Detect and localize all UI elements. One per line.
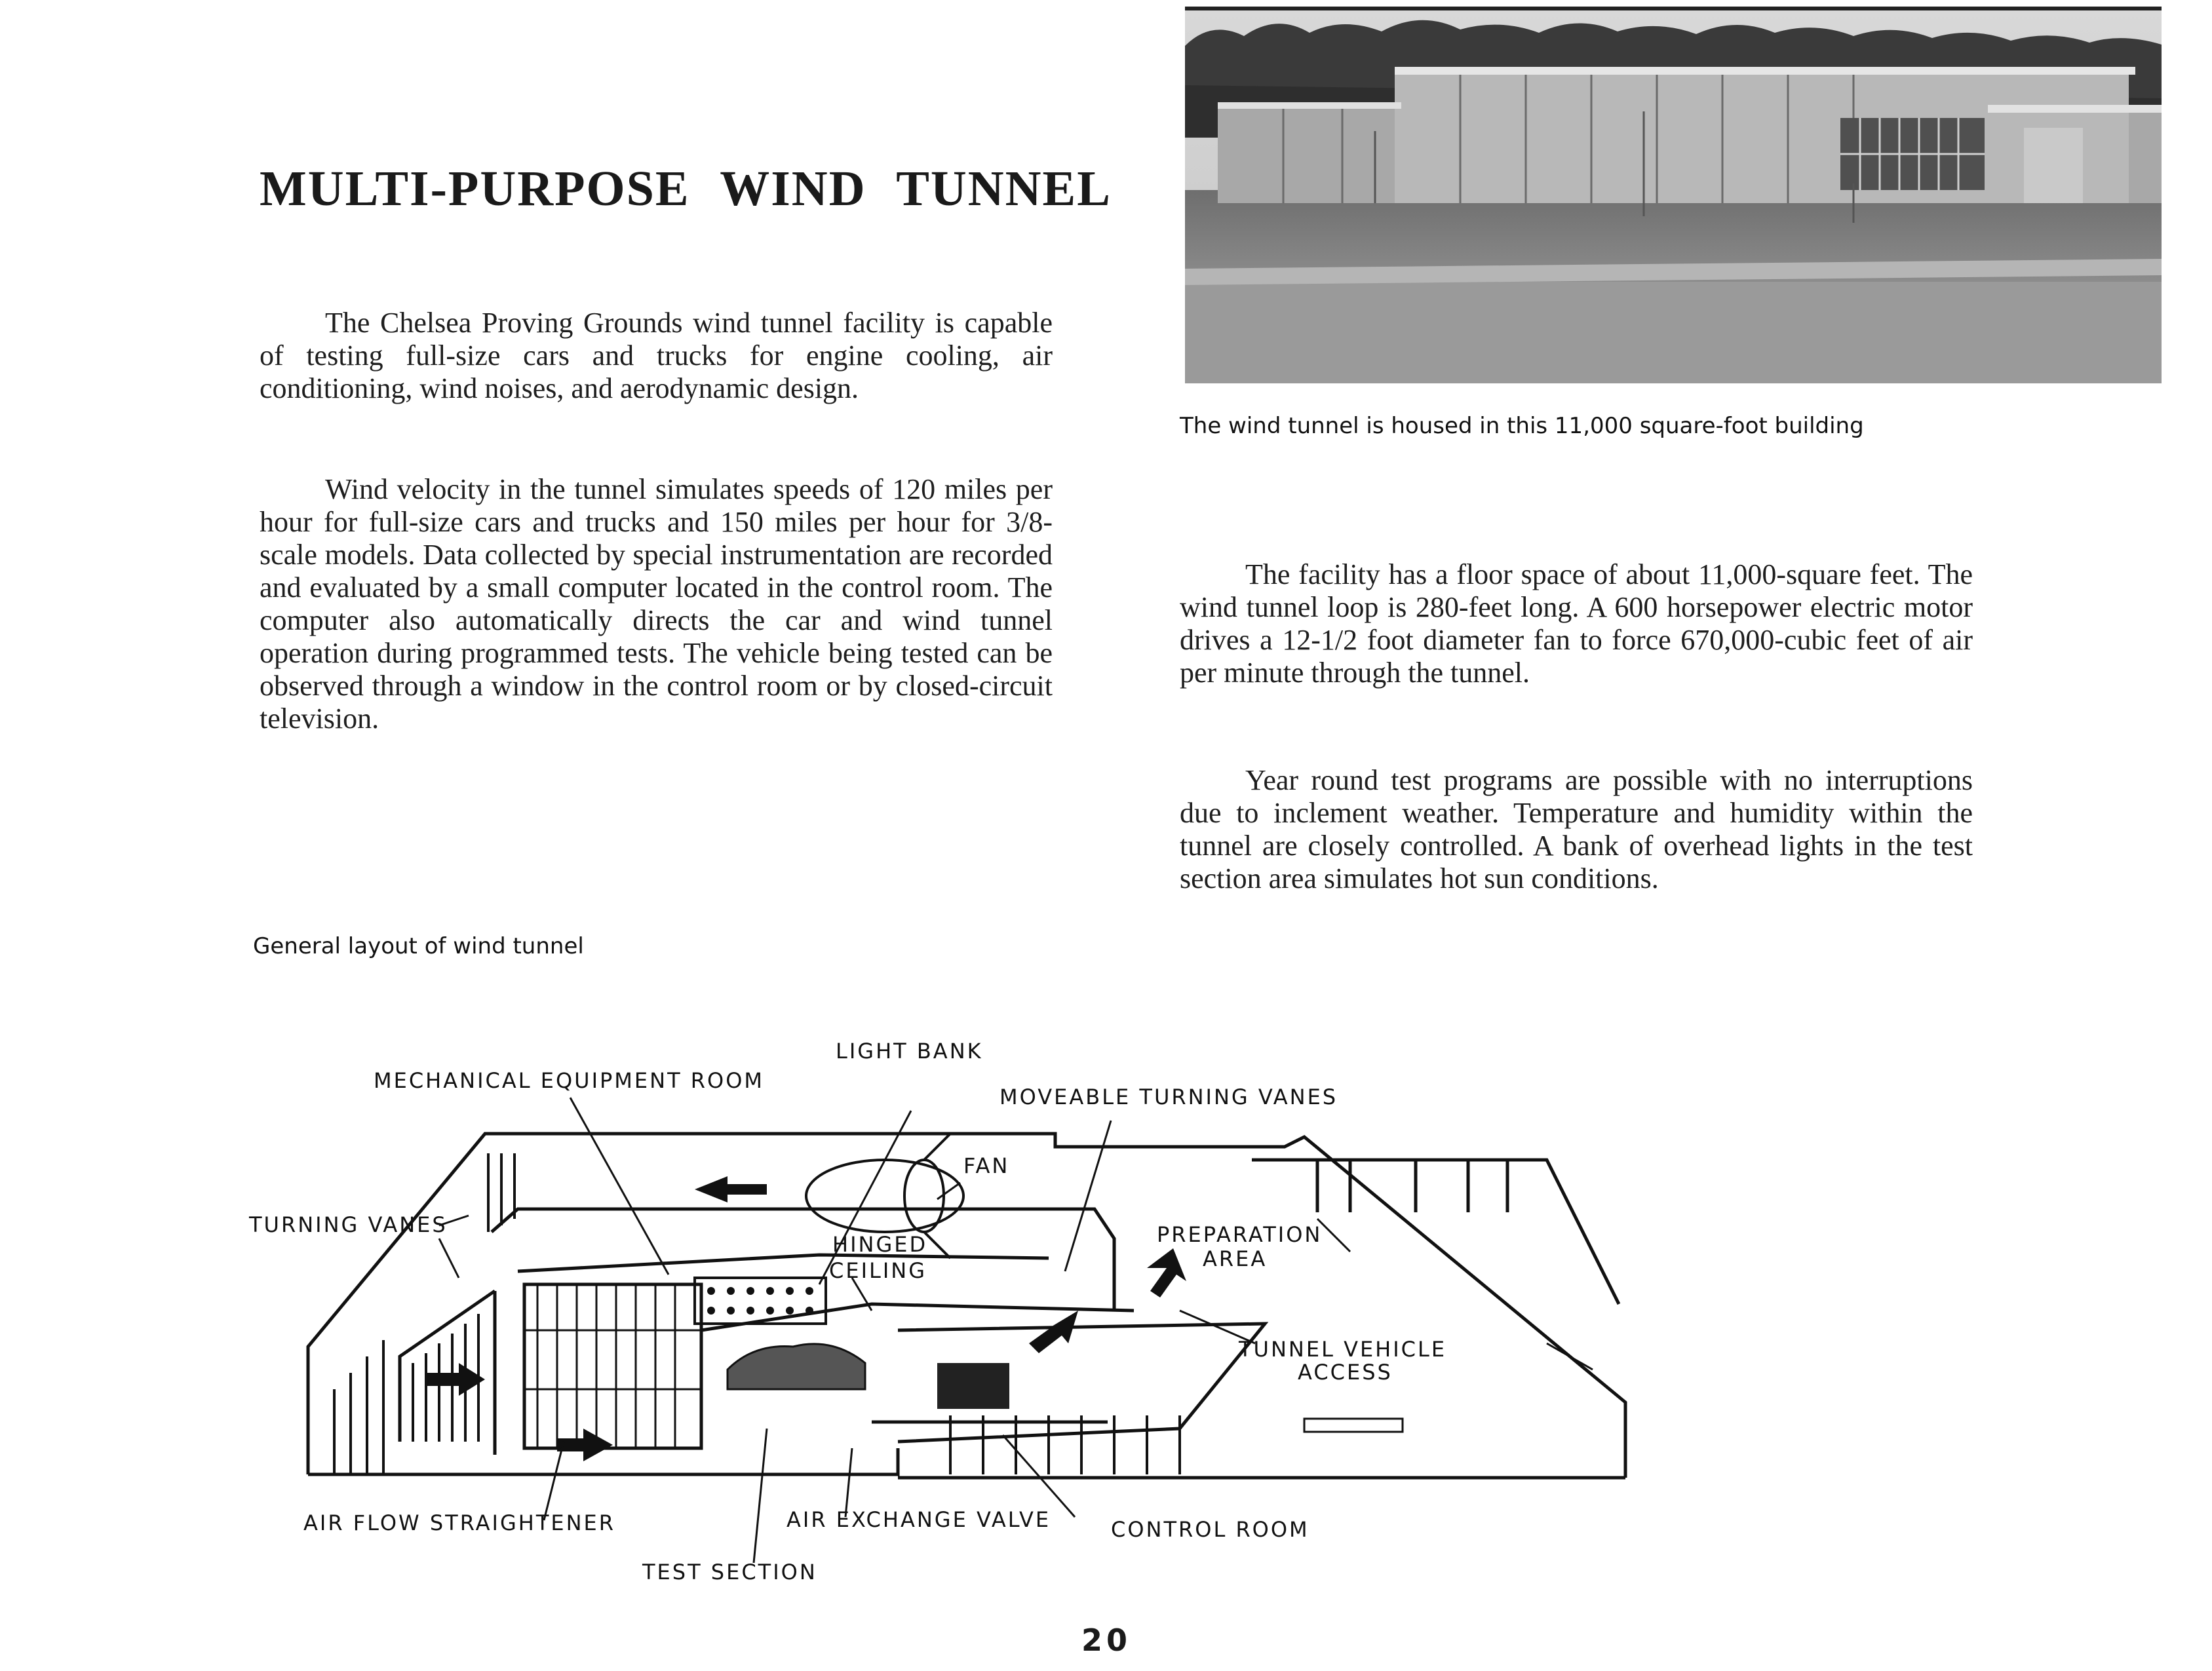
label-ceiling: CEILING (829, 1258, 927, 1283)
paragraph-year-round: Year round test programs are possible with no interruptions due to inclement weather. Temperature and humidity within the tunnel are closely controlled. A bank of overhead lights in the test section area simulates hot sun conditions. (1180, 764, 1973, 894)
label-test-section: TEST SECTION (642, 1560, 817, 1585)
label-light-bank: LIGHT BANK (836, 1039, 983, 1064)
paragraph-facility-capability: The Chelsea Proving Grounds wind tunnel facility is capable of testing full-size cars and trucks for engine cooling, air conditioning, wind noises, and aerodynamic design. (260, 307, 1053, 404)
label-hinged: HINGED (832, 1232, 928, 1257)
paragraph-floor-space: The facility has a floor space of about 11,000-square feet. The wind tunnel loop is 280-feet long. A 600 horsepower electric motor drives a 12-1/2 foot diameter fan to force 670,000-cubic feet of air per minute through the tunnel. (1180, 558, 1973, 689)
page-title: MULTI-PURPOSE WIND TUNNEL (260, 161, 1112, 216)
label-mechanical-equipment-room: MECHANICAL EQUIPMENT ROOM (374, 1068, 764, 1093)
label-air-flow-straightener: AIR FLOW STRAIGHTENER (303, 1510, 615, 1535)
photo-caption: The wind tunnel is housed in this 11,000 square-foot building (1180, 413, 1864, 439)
paragraph-wind-velocity: Wind velocity in the tunnel simulates speeds of 120 miles per hour for full-size cars and trucks and 150 miles per hour for 3/8-scale models. Data collected by special instrumentation are recorded and evaluated by a small computer located in the control room. The computer also automatically directs the car and wind tunnel operation during programmed tests. The vehicle being tested can be observed through a window in the control room or by closed-circuit television. (260, 473, 1053, 735)
label-fan: FAN (963, 1153, 1010, 1178)
wind-tunnel-layout-diagram (243, 1022, 1671, 1592)
label-tunnel-vehicle: TUNNEL VEHICLE (1239, 1337, 1447, 1362)
wind-tunnel-diagram-drawing (243, 1022, 1671, 1592)
page-number: 20 (1081, 1623, 1132, 1658)
label-control-room: CONTROL ROOM (1111, 1517, 1310, 1542)
label-air-exchange-valve: AIR EXCHANGE VALVE (786, 1507, 1051, 1532)
label-area: AREA (1203, 1246, 1268, 1271)
building-photo-image (1185, 7, 2162, 383)
building-photo (1185, 7, 2162, 383)
label-moveable-turning-vanes: MOVEABLE TURNING VANES (999, 1085, 1338, 1109)
diagram-caption: General layout of wind tunnel (253, 933, 584, 959)
label-access: ACCESS (1298, 1360, 1393, 1385)
label-turning-vanes: TURNING VANES (249, 1212, 448, 1237)
label-preparation: PREPARATION (1157, 1222, 1323, 1247)
